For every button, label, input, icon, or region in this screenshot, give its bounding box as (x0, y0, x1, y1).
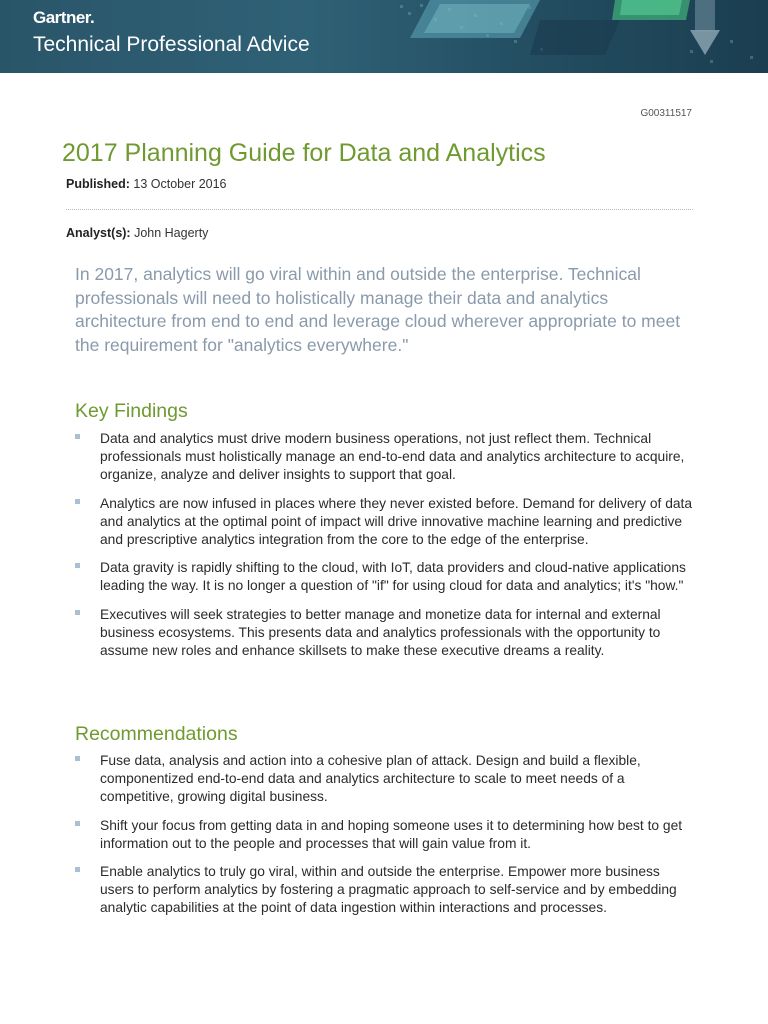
recommendations-list (75, 752, 695, 928)
list-item-text: Executives will seek strategies to better manage and monetize data for internal and external business ecosystems. This presents data and analytics professionals with the opportunity to assume new roles and enhance skillsets to make these executive dreams a reality. (100, 606, 661, 659)
summary-paragraph: In 2017, analytics will go viral within and outside the enterprise. Technical professionals will need to holistically manage their data and analytics architecture from end to end and leverage cloud wherever appropriate to meet the requirement for "analytics everywhere." (75, 264, 681, 355)
bullet-icon (75, 610, 80, 615)
analyst-label: Analyst(s): (66, 226, 131, 240)
page-title: 2017 Planning Guide for Data and Analytics (62, 139, 546, 167)
list-item (75, 817, 695, 853)
banner-title: Technical Professional Advice (33, 33, 310, 56)
list-item-text: Fuse data, analysis and action into a cohesive plan of attack. Design and build a flexible, componentized end-to-end data and analytics architecture to scale to meet needs of a competitive, growing digital business. (100, 753, 641, 805)
banner-graphic (390, 0, 768, 73)
gartner-logo: Gartner. (33, 8, 95, 27)
bullet-icon (75, 867, 80, 872)
list-item (75, 430, 695, 485)
list-item (75, 606, 695, 661)
key-findings-list (75, 430, 695, 670)
list-item (75, 559, 695, 595)
bullet-icon (75, 499, 80, 504)
recommendations-heading: Recommendations (75, 723, 238, 745)
published-label: Published: (66, 177, 130, 191)
analyst-name: John Hagerty (134, 226, 209, 240)
header-banner (0, 0, 768, 73)
bullet-icon (75, 563, 80, 568)
published-date: 13 October 2016 (133, 177, 227, 191)
key-findings-heading: Key Findings (75, 400, 188, 422)
list-item-text: Data and analytics must drive modern business operations, not just reflect them. Technical professionals must holistically manage an end-to-end data and analytics architecture to acquire, organize, analyze and deliver insights to support that goal. (100, 431, 685, 483)
list-item-text: Data gravity is rapidly shifting to the cloud, with IoT, data providers and cloud-native applications leading the way. It is no longer a question of "if" for using cloud for data and analytics; it's "how." (100, 560, 686, 594)
list-item (75, 752, 695, 807)
divider (66, 209, 693, 210)
list-item (75, 863, 695, 918)
list-item-text: Enable analytics to truly go viral, within and outside the enterprise. Empower more business users to perform analytics by fostering a pragmatic approach to self-service and by embedding analytic capabilities at the point of data ingestion within interactions and processes. (100, 864, 677, 916)
bullet-icon (75, 821, 80, 826)
published-line (66, 177, 227, 191)
list-item-text: Analytics are now infused in places where they never existed before. Demand for delivery of data and analytics at the optimal point of impact will drive innovative machine learning and predictive and prescriptive analytics integration from the core to the edge of the enterprise. (100, 495, 693, 548)
list-item (75, 495, 695, 550)
list-item-text: Shift your focus from getting data in and hoping someone uses it to determining how best to get information out to the people and processes that will gain value from it. (100, 817, 683, 851)
bullet-icon (75, 434, 80, 439)
bullet-icon (75, 756, 80, 761)
document-id: G00311517 (640, 108, 692, 119)
analyst-line (66, 226, 208, 240)
